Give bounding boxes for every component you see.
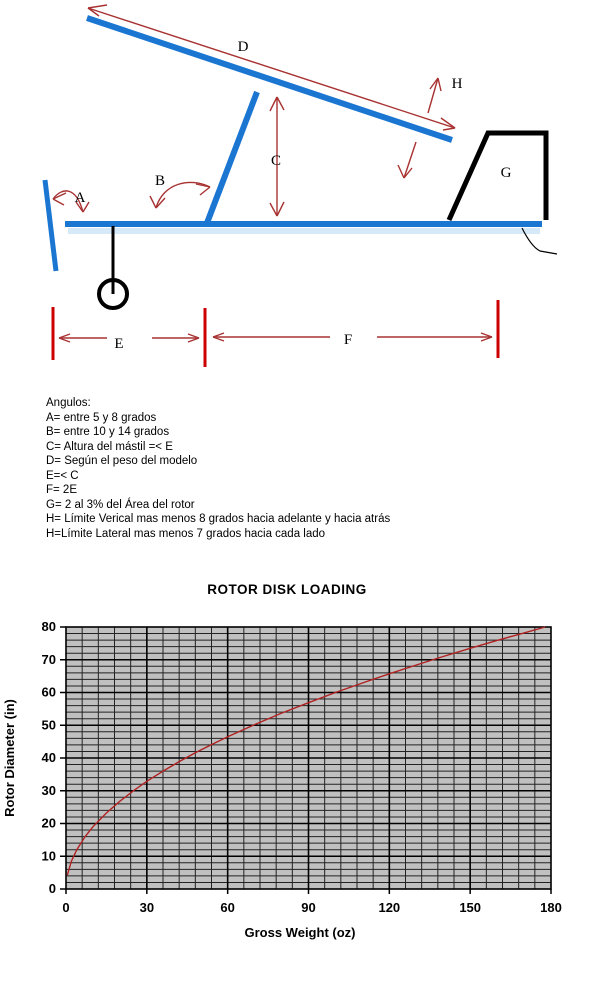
- y-axis-title: Rotor Diameter (in): [2, 699, 17, 817]
- h-tilt-down-arrowhead: [398, 165, 412, 178]
- h-tilt-down-arrow: [404, 142, 416, 178]
- angle-note-line: F= 2E: [46, 484, 78, 496]
- angle-note-line: B= entre 10 y 14 grados: [46, 426, 170, 438]
- h-tilt-up-arrow: [428, 78, 438, 113]
- y-tick-label: 10: [41, 848, 56, 864]
- angle-note-line: G= 2 al 3% del Área del rotor: [46, 498, 195, 511]
- angle-notes: [46, 396, 390, 541]
- label-d: D: [237, 39, 249, 55]
- angle-note-line: E=< C: [46, 469, 79, 482]
- angle-notes-lines: [46, 411, 390, 542]
- rotor-span-arrow-d: [88, 8, 455, 128]
- y-tick-label: 20: [41, 815, 56, 831]
- angle-note-line: A= entre 5 y 8 grados: [46, 411, 157, 424]
- y-tick-label: 0: [48, 881, 56, 896]
- rotor-blade-line: [87, 18, 452, 140]
- tail-fin-outline: [449, 133, 546, 220]
- x-tick-label: 150: [459, 900, 482, 915]
- angle-note-line: H=Límite Lateral mas menos 7 grados hacia cada lado: [46, 527, 326, 540]
- angle-note-line: D= Según el peso del modelo: [46, 455, 198, 467]
- rotor-chart-svg: [0, 565, 606, 965]
- label-c: C: [270, 153, 282, 169]
- y-axis-tick-labels: [42, 619, 56, 896]
- x-axis-tick-labels: [62, 900, 561, 915]
- x-tick-label: 30: [139, 900, 155, 915]
- label-b: B: [154, 173, 166, 189]
- label-e: E: [114, 336, 124, 352]
- x-tick-label: 90: [301, 900, 316, 915]
- rudder-line: [45, 180, 56, 271]
- label-f: F: [343, 332, 353, 348]
- x-tick-label: 180: [540, 900, 562, 915]
- label-a: A: [74, 190, 86, 206]
- y-tick-label: 30: [41, 782, 56, 798]
- y-tick-label: 40: [41, 750, 56, 765]
- x-tick-label: 120: [378, 900, 401, 915]
- angle-note-line: H= Límite Verical mas menos 8 grados hacia adelante y hacia atrás: [46, 513, 391, 525]
- y-tick-label: 70: [41, 651, 56, 667]
- chart-title: ROTOR DISK LOADING: [207, 582, 367, 597]
- y-tick-label: 50: [41, 717, 56, 733]
- x-axis-title: Gross Weight (oz): [244, 925, 356, 940]
- x-tick-label: 60: [220, 900, 235, 915]
- mast-line: [207, 92, 257, 223]
- rotor-disk-loading-chart: [0, 565, 606, 965]
- angle-notes-heading: Angulos:: [46, 397, 91, 409]
- label-h: H: [451, 76, 463, 92]
- helicopter-geometry-diagram: [0, 0, 606, 390]
- y-tick-label: 60: [41, 684, 56, 700]
- angle-note-line: C= Altura del mástil =< E: [46, 440, 173, 453]
- y-tick-label: 80: [41, 619, 56, 634]
- x-tick-label: 0: [62, 900, 70, 915]
- label-g: G: [500, 165, 512, 181]
